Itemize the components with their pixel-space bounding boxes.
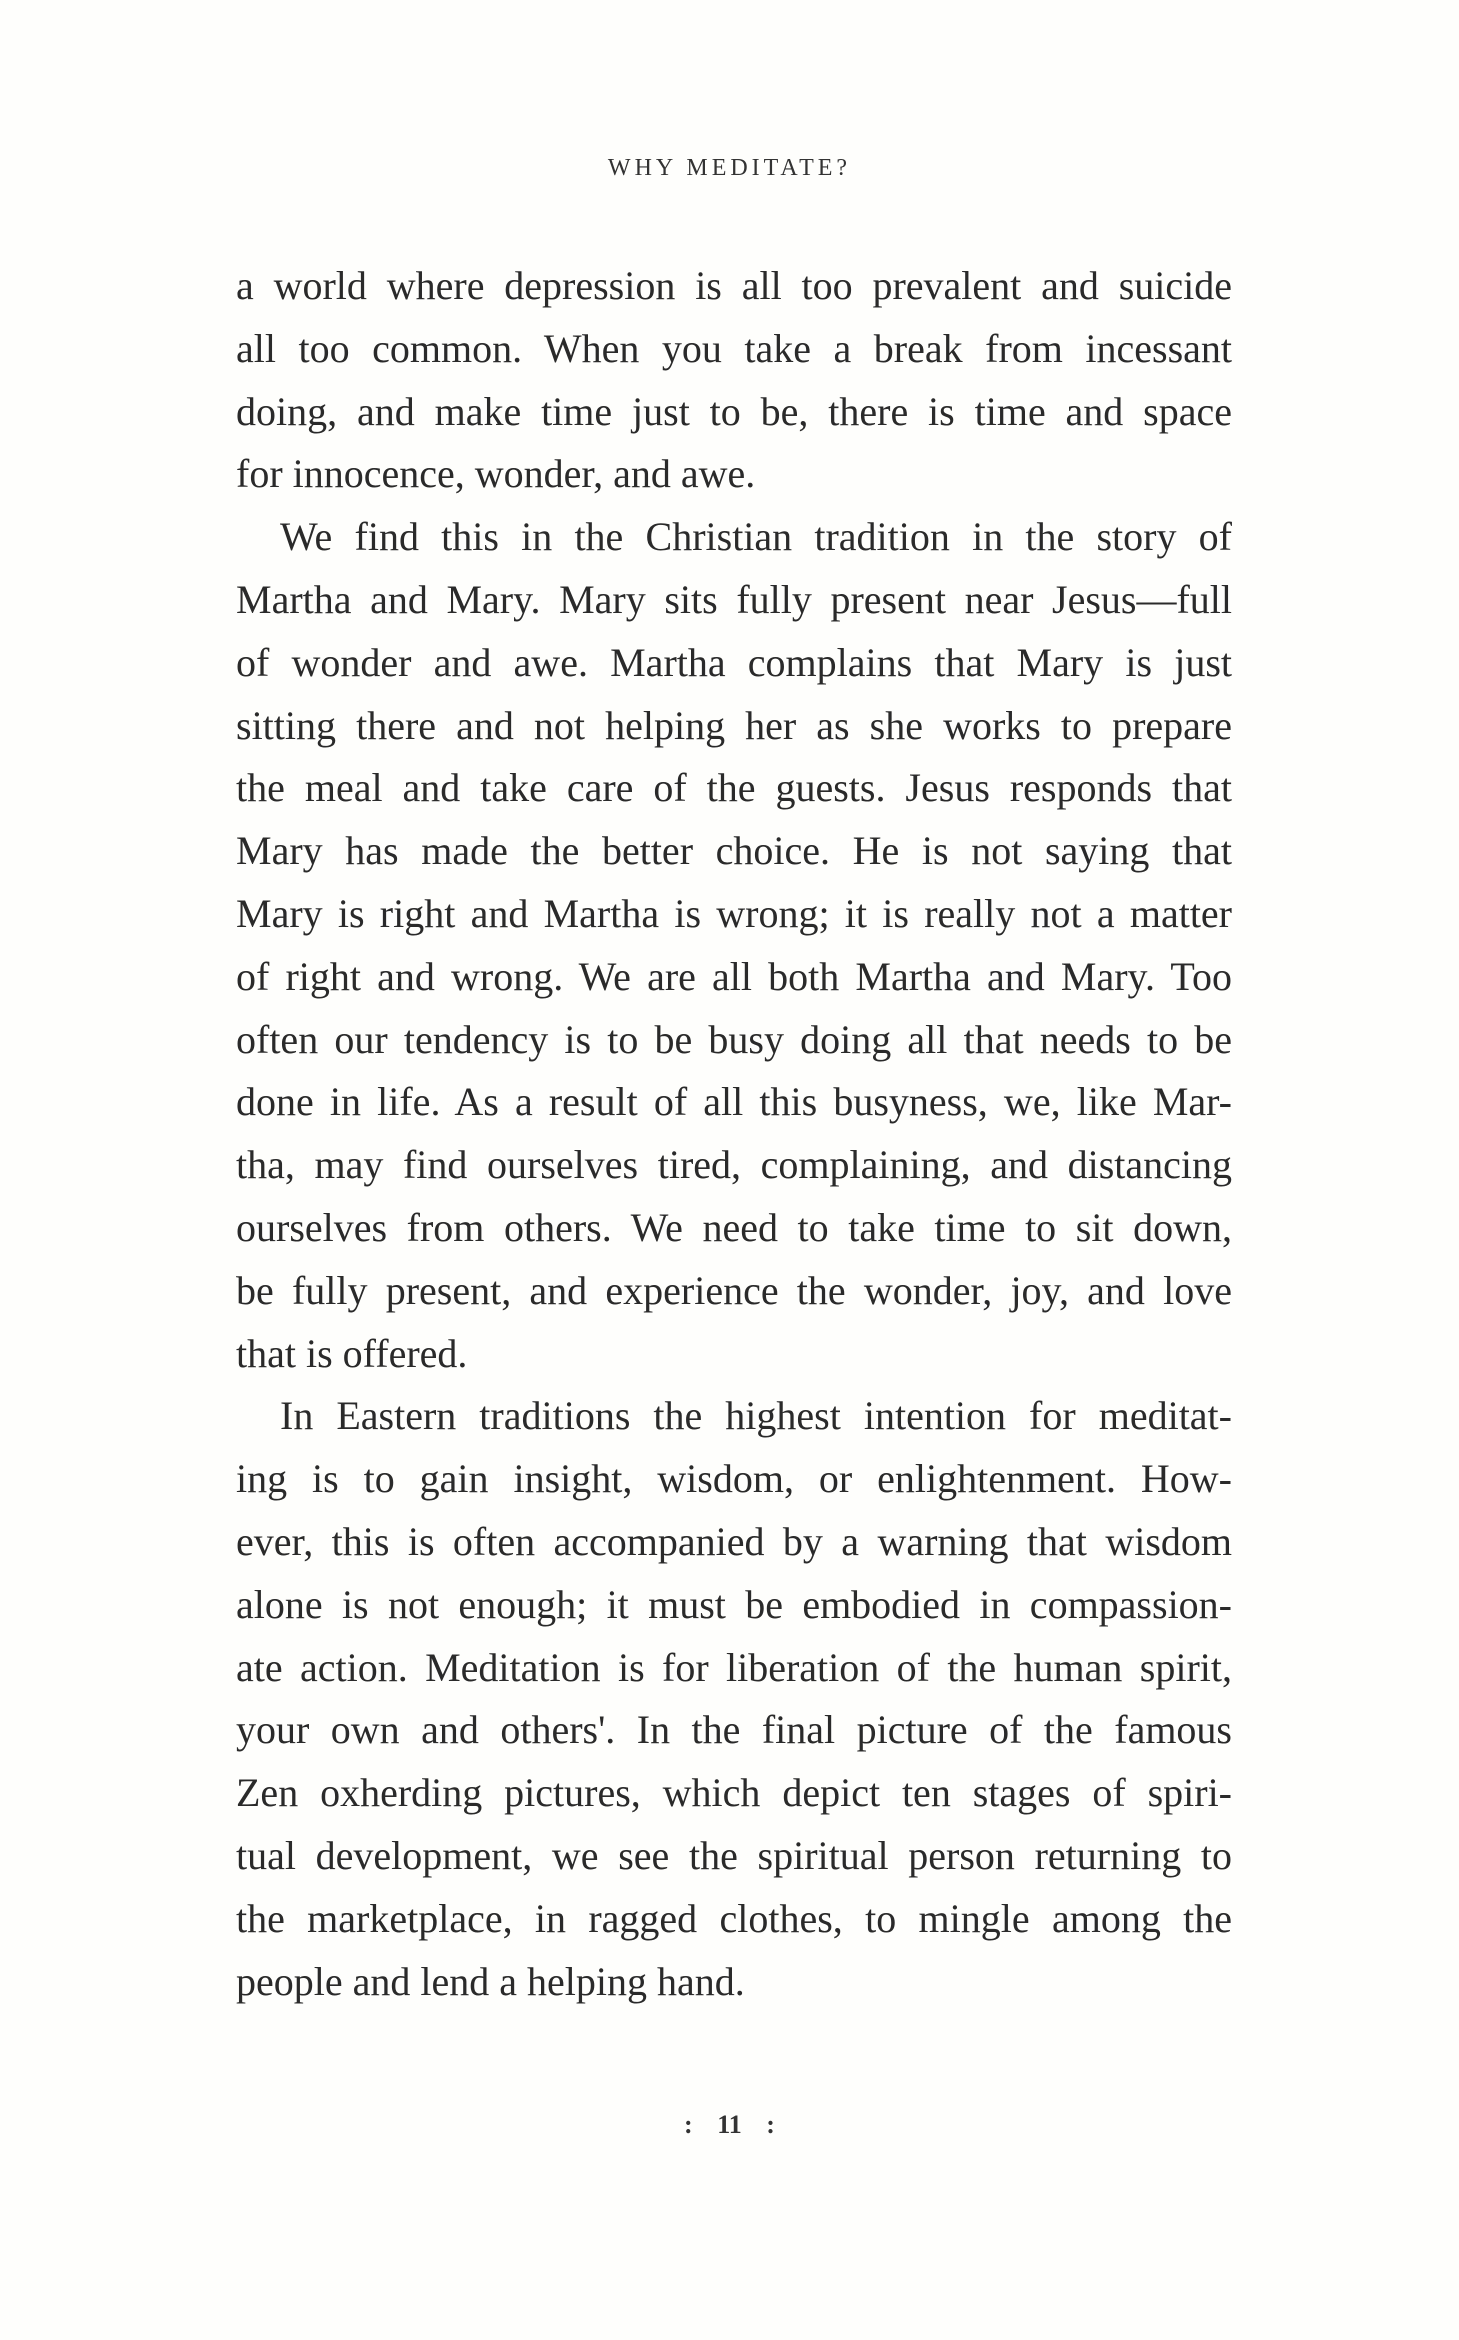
text-line: be fully present, and experience the wonder, joy, and love xyxy=(236,1267,1232,1313)
text-line: the marketplace, in ragged clothes, to mingle among the xyxy=(236,1895,1232,1941)
text-line: ever, this is often accompanied by a warning that wisdom xyxy=(236,1518,1232,1564)
page-number: : 11 : xyxy=(684,2110,775,2139)
text-line: tha, may find ourselves tired, complaining, and distancing xyxy=(236,1142,1232,1188)
text-line: often our tendency is to be busy doing all that needs to be xyxy=(236,1016,1232,1062)
text-line: In Eastern traditions the highest intention for meditat- xyxy=(280,1393,1232,1439)
text-line: We find this in the Christian tradition in the story of xyxy=(280,514,1232,560)
text-line: Mary is right and Martha is wrong; it is really not a matter xyxy=(236,890,1232,936)
text-line: all too common. When you take a break from incessant xyxy=(236,325,1232,371)
text-line: people and lend a helping hand. xyxy=(236,1958,745,2004)
text-line: your own and others'. In the final picture of the famous xyxy=(236,1707,1232,1753)
text-line: a world where depression is all too prevalent and suicide xyxy=(236,263,1232,308)
text-line: Martha and Mary. Mary sits fully present near Jesus—full xyxy=(236,576,1232,622)
text-line: of right and wrong. We are all both Martha and Mary. Too xyxy=(236,953,1232,999)
text-line: ing is to gain insight, wisdom, or enlightenment. How- xyxy=(236,1456,1232,1502)
text-line: ourselves from others. We need to take time to sit down, xyxy=(236,1204,1232,1250)
text-line: that is offered. xyxy=(236,1330,468,1376)
text-line: tual development, we see the spiritual person returning to xyxy=(236,1832,1232,1878)
text-line: Mary has made the better choice. He is not saying that xyxy=(236,828,1232,874)
text-line: of wonder and awe. Martha complains that Mary is just xyxy=(236,639,1232,685)
text-line: alone is not enough; it must be embodied in compassion- xyxy=(236,1581,1232,1627)
text-line: the meal and take care of the guests. Jesus responds that xyxy=(236,765,1232,811)
text-line: Zen oxherding pictures, which depict ten stages of spiri- xyxy=(236,1770,1232,1816)
text-line: sitting there and not helping her as she works to prepare xyxy=(236,702,1232,748)
text-line: for innocence, wonder, and awe. xyxy=(236,451,756,497)
body-text xyxy=(236,255,1232,2013)
text-line: ate action. Meditation is for liberation of the human spirit, xyxy=(236,1644,1232,1690)
running-header: WHY MEDITATE? xyxy=(607,155,852,181)
text-line: done in life. As a result of all this busyness, we, like Mar- xyxy=(236,1079,1232,1125)
text-line: doing, and make time just to be, there is time and space xyxy=(236,388,1232,434)
